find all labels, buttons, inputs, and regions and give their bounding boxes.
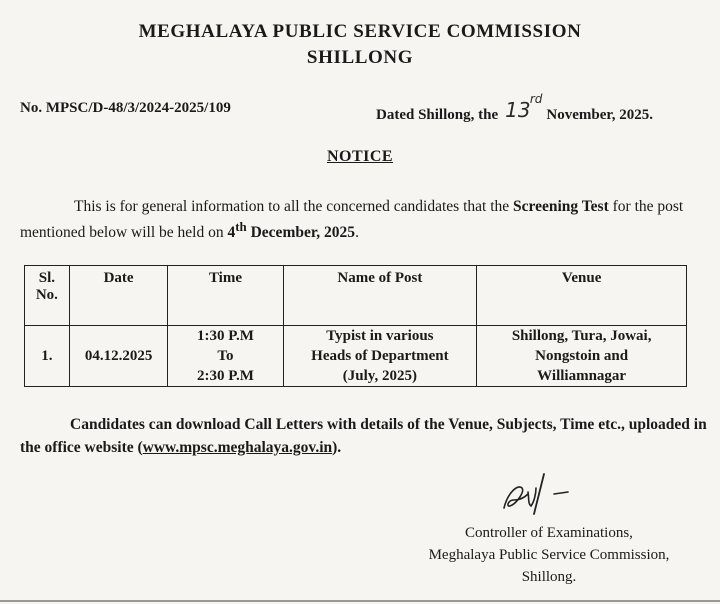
page-bottom-rule <box>0 600 720 602</box>
table-header-row <box>25 266 687 326</box>
body-date-rest: December, 2025 <box>246 224 356 242</box>
handwritten-signature <box>498 470 588 518</box>
dated-prefix: Dated Shillong, the <box>376 107 499 123</box>
notice-title: NOTICE <box>326 148 394 165</box>
body-date-day: 4 <box>227 224 236 242</box>
signatory-organization: Meghalaya Public Service Commission, <box>428 547 670 563</box>
cell-venue <box>477 326 687 387</box>
body-bold-term: Screening Test <box>513 198 609 215</box>
venue-line2: Nongstoin and <box>535 348 629 364</box>
venue-line3: Williamnagar <box>537 368 627 384</box>
dated-suffix: November, 2025. <box>546 107 653 123</box>
body-text-2: for the post mentioned below will be held on <box>20 198 684 242</box>
header-date: Date <box>69 266 168 326</box>
body-date-sup: th <box>235 219 247 234</box>
header-sl-line2: No. <box>35 287 58 303</box>
cell-sl: 1. <box>25 326 70 387</box>
schedule-table <box>24 265 687 387</box>
venue-line1: Shillong, Tura, Jowai, <box>511 328 652 344</box>
body-date <box>227 219 356 242</box>
header-sl-no <box>25 266 70 326</box>
header-sl-line1: Sl. <box>38 270 55 286</box>
footer-text-1: Candidates can download Call Letters with details of the Venue, Subjects, Time etc., uploaded in the office website ( <box>20 416 707 456</box>
cell-date: 04.12.2025 <box>69 326 168 387</box>
post-line1: Typist in various <box>326 328 434 344</box>
cell-time <box>168 326 283 387</box>
header-post: Name of Post <box>283 266 477 326</box>
signatory-city: Shillong. <box>521 569 577 585</box>
footer-text-2: ). <box>332 439 342 456</box>
website-link[interactable]: www.mpsc.meghalaya.gov.in <box>142 439 333 456</box>
body-period: . <box>355 224 359 242</box>
post-line2: Heads of Department <box>311 348 449 364</box>
signatory-designation: Controller of Examinations, <box>465 525 633 541</box>
notice-body <box>20 197 708 243</box>
time-end: 2:30 P.M <box>197 368 254 384</box>
organization-city: SHILLONG <box>306 47 414 68</box>
time-start: 1:30 P.M <box>197 328 254 344</box>
handwritten-day-suffix: rd <box>529 92 543 106</box>
table-row <box>25 326 687 387</box>
body-text-1: This is for general information to all the concerned candidates that the <box>74 198 514 215</box>
header-time: Time <box>168 266 283 326</box>
reference-number: No. MPSC/D-48/3/2024-2025/109 <box>20 100 231 116</box>
dated-line <box>376 92 653 124</box>
signatory-block <box>404 522 694 588</box>
post-line3: (July, 2025) <box>342 368 417 384</box>
header-venue: Venue <box>477 266 687 326</box>
handwritten-day: 13 <box>505 98 531 122</box>
organization-name: MEGHALAYA PUBLIC SERVICE COMMISSION <box>138 21 582 42</box>
footer-note <box>20 413 710 459</box>
signature-image <box>498 470 588 518</box>
time-to: To <box>217 348 234 364</box>
cell-post <box>283 326 477 387</box>
